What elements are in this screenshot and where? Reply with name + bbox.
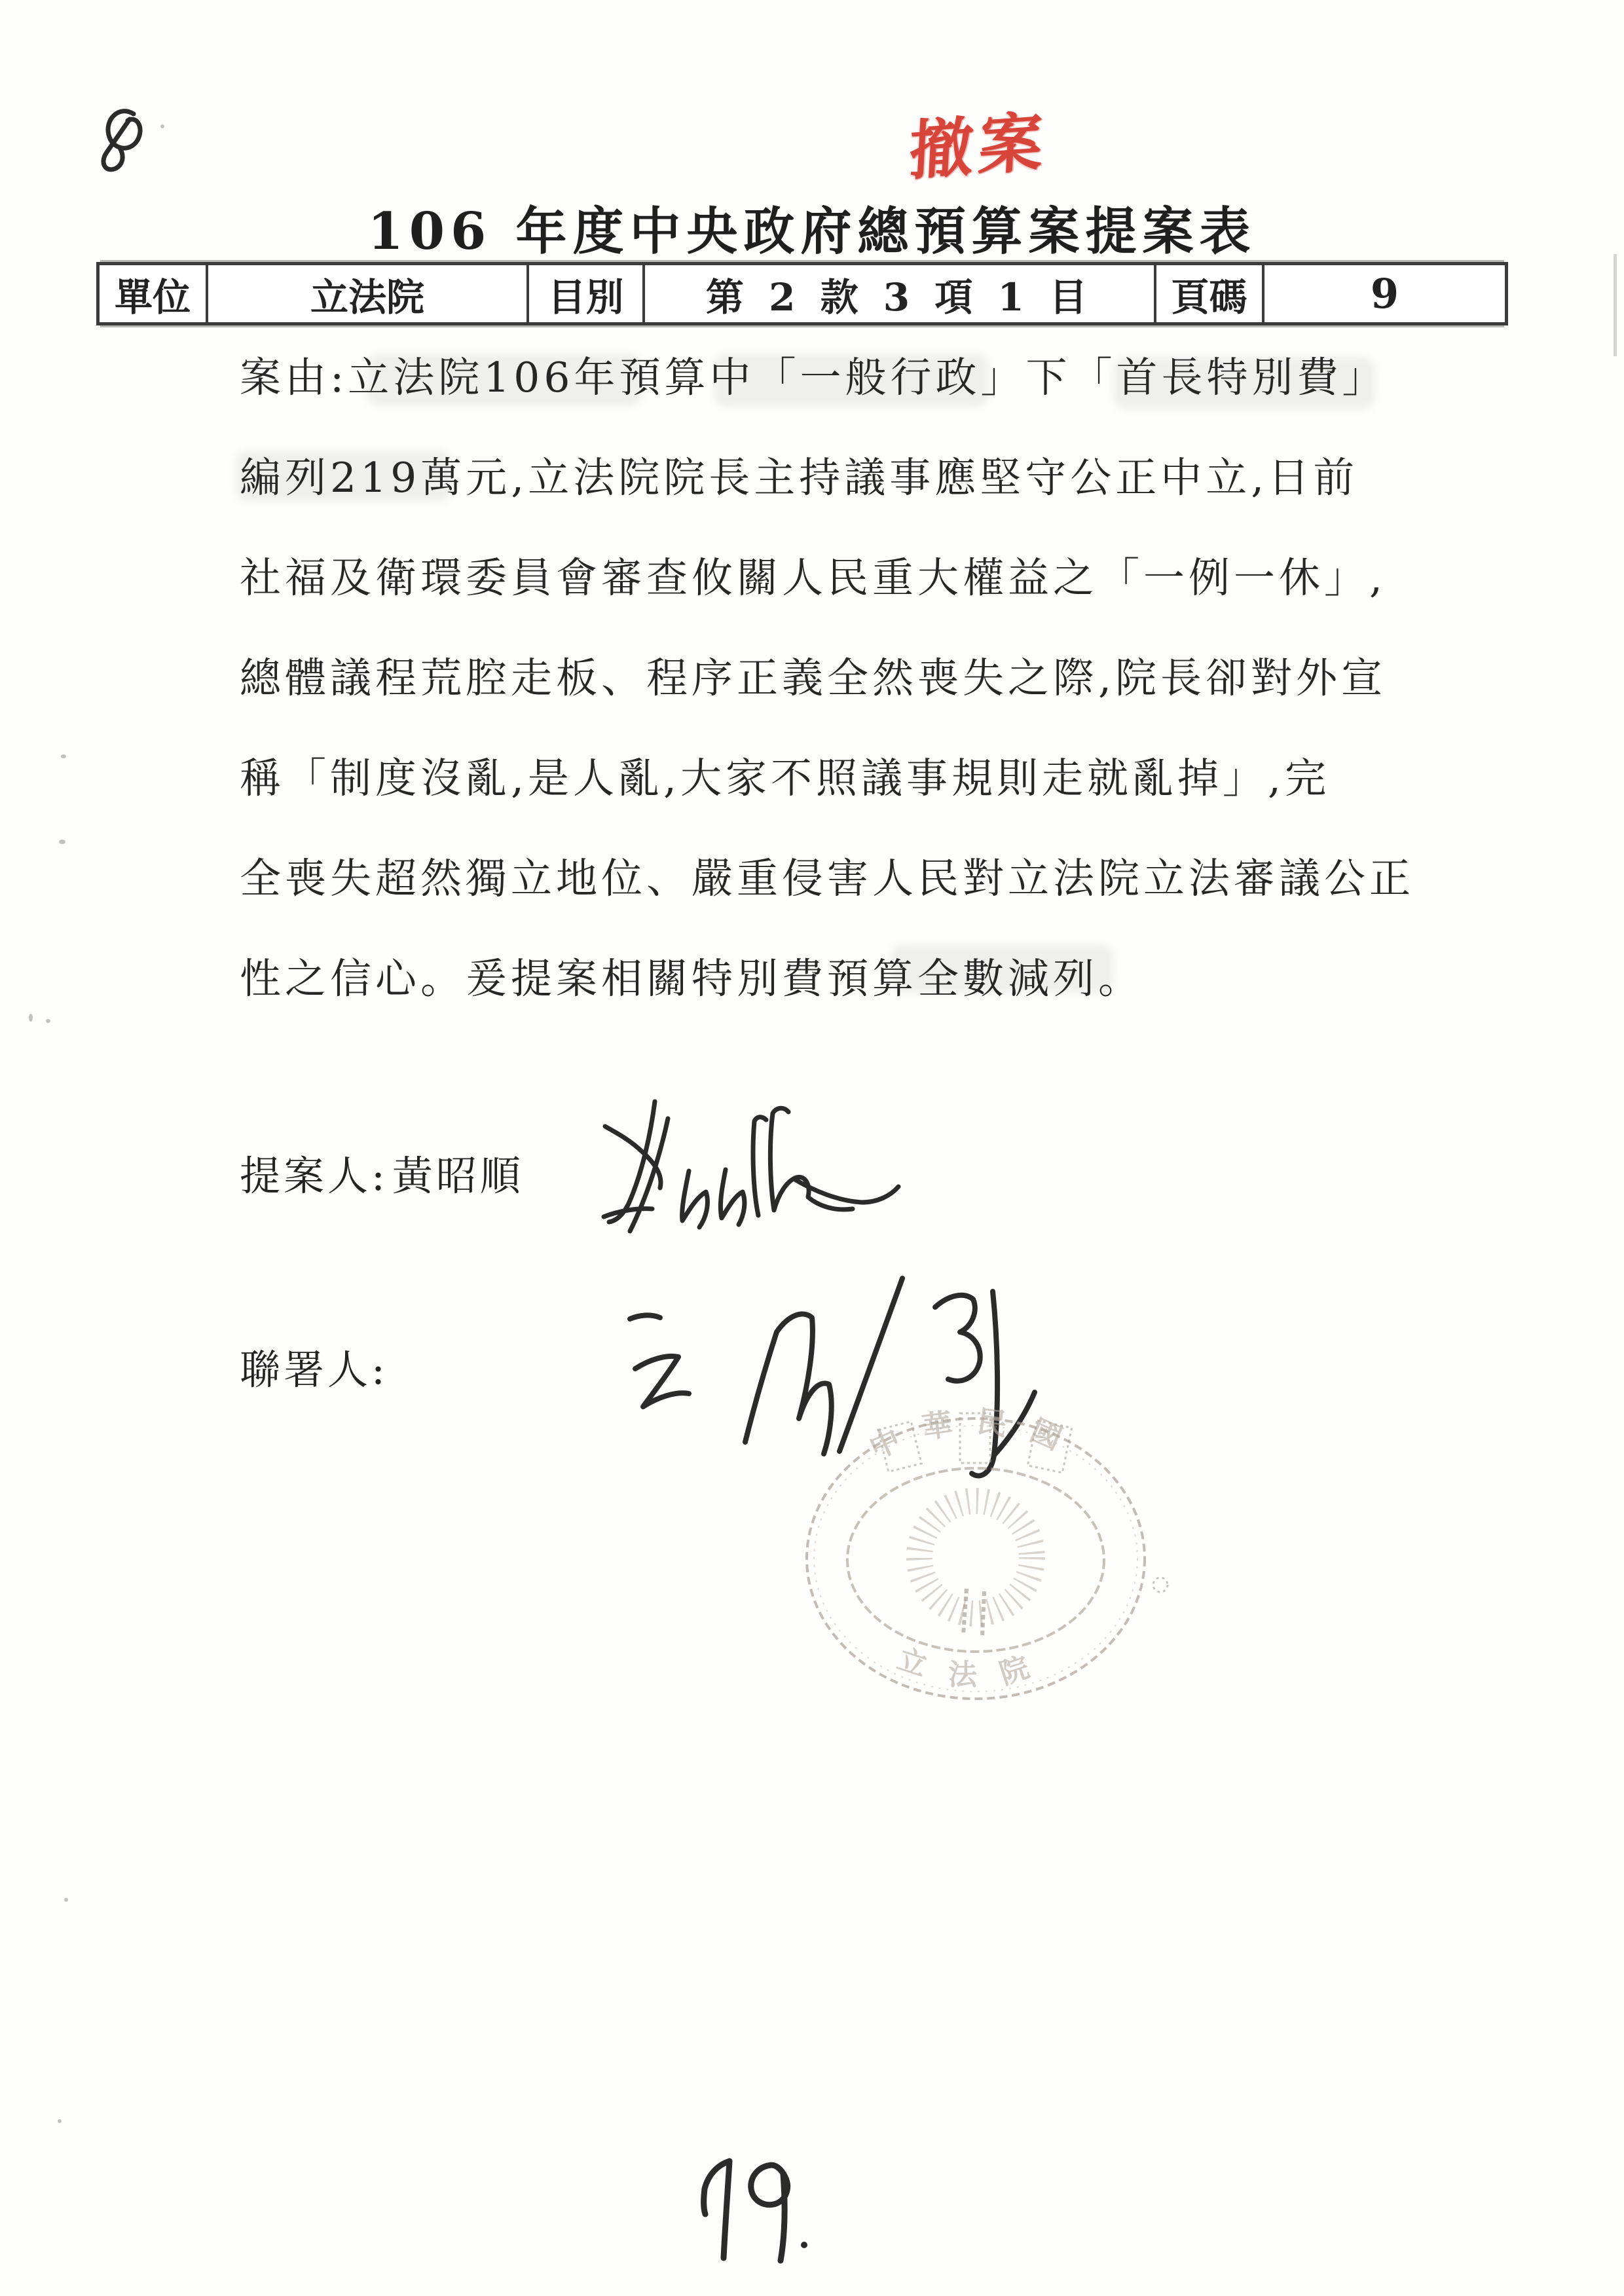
proposer-row xyxy=(240,1150,524,1202)
proposer-label: 提案人: xyxy=(240,1152,388,1200)
withdrawal-stamp: 撤案 xyxy=(907,103,1050,190)
case-text-line: 稱「制度沒亂,是人亂,大家不照議事規則走就亂掉」,完 xyxy=(240,754,1331,802)
svg-text:立法院 xyxy=(893,1642,1058,1692)
scan-speck xyxy=(46,1019,50,1023)
unit-label-cell: 單位 xyxy=(114,274,191,320)
case-text-line: 總體議程荒腔走板、程序正義全然喪失之際,院長卻對外宣 xyxy=(240,654,1387,702)
cosigner-row xyxy=(240,1344,388,1396)
document-title: 106 年度中央政府總預算案提案表 xyxy=(367,202,1257,261)
category-label-cell: 目別 xyxy=(526,265,642,322)
svg-text:中華民國 xyxy=(864,1403,1087,1466)
scan-speck xyxy=(61,754,66,758)
unit-value-cell: 立法院 xyxy=(206,265,526,322)
scan-speck xyxy=(59,840,65,844)
category-value-cell: 第 2 款 3 項 1 目 xyxy=(642,265,1154,322)
proposer-signature xyxy=(597,1092,925,1243)
scan-speck xyxy=(58,2119,62,2123)
scan-speck xyxy=(160,124,164,128)
handwritten-page-number xyxy=(686,2147,824,2271)
page-label-cell: 頁碼 xyxy=(1154,265,1262,322)
case-text-line: 案由:立法院106年預算中「一般行政」下「首長特別費」 xyxy=(240,354,1388,401)
header-table xyxy=(96,262,1508,325)
proposer-name: 黃昭順 xyxy=(392,1152,524,1200)
case-text-line: 全喪失超然獨立地位、嚴重侵害人民對立法院立法審議公正 xyxy=(240,855,1414,902)
case-text-line: 性之信心。爰提案相關特別費預算全數減列。 xyxy=(240,955,1143,1003)
page-value-cell: 9 xyxy=(1262,265,1505,322)
case-text-line: 社福及衛環委員會審查攸關人民重大權益之「一例一休」, xyxy=(240,554,1387,602)
seal-ring-top-text: 中華民國 xyxy=(864,1403,1088,1466)
handwritten-corner-mark-8 xyxy=(92,103,154,185)
scan-edge-shadow xyxy=(1614,254,1617,356)
seal-ring-bottom-text: 立法院 xyxy=(893,1642,1058,1692)
case-description xyxy=(240,327,1412,1029)
cosigner-label: 聯署人: xyxy=(240,1346,388,1394)
scan-speck xyxy=(64,1898,68,1902)
scan-speck xyxy=(29,1014,33,1022)
case-text-line: 編列219萬元,立法院院長主持議事應堅守公正中立,日前 xyxy=(240,454,1359,502)
legislative-yuan-seal xyxy=(767,1395,1193,1722)
